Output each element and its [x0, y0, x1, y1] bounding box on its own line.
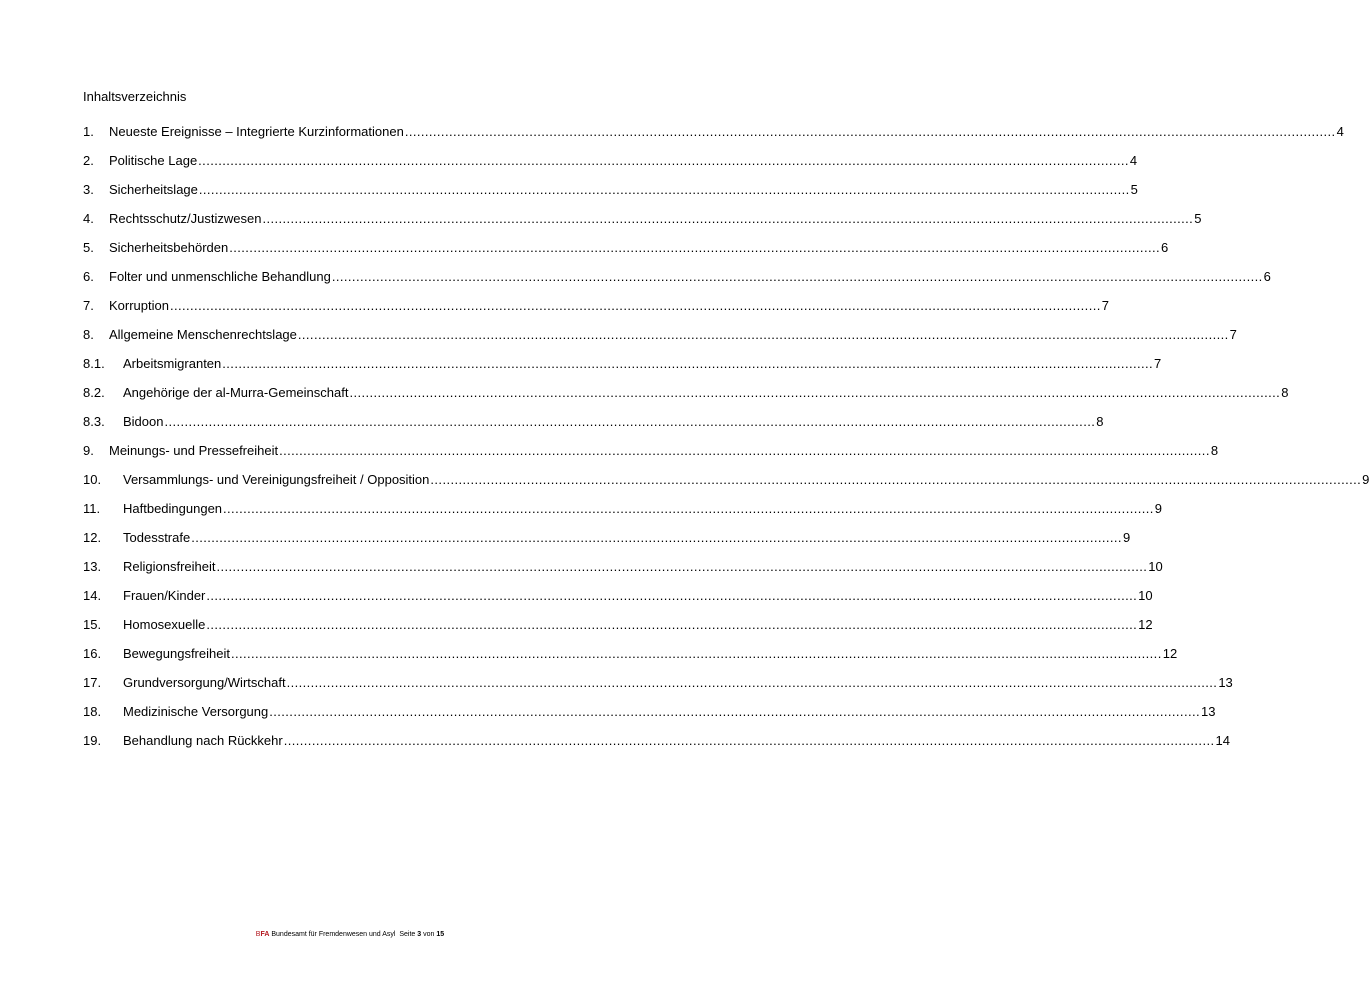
toc-entry-number: 5.: [83, 240, 94, 255]
toc-entry-number: 8.1.: [83, 356, 105, 371]
toc-entry-text: Homosexuelle: [123, 617, 206, 632]
toc-dot-leader: [262, 211, 1193, 226]
toc-entry-number: 8.3.: [83, 414, 105, 429]
toc-entry[interactable]: [83, 501, 1163, 530]
toc-dot-leader: [284, 733, 1215, 748]
toc-entry-page: 5: [1130, 182, 1138, 197]
toc-entry-page: 12: [1162, 646, 1178, 661]
toc-entry-text: Sicherheitsbehörden: [109, 240, 229, 255]
table-of-contents: [83, 124, 1369, 762]
toc-entry-page: 7: [1229, 327, 1237, 342]
toc-entry-number: 3.: [83, 182, 94, 197]
toc-dot-leader: [170, 298, 1101, 313]
toc-dot-leader: [430, 472, 1361, 487]
toc-entry-page: 9: [1122, 530, 1131, 545]
footer-page-label: Seite: [399, 931, 416, 938]
toc-entry-number: 16.: [83, 646, 102, 661]
toc-entry-number: 15.: [83, 617, 102, 632]
toc-entry-text: Bewegungsfreiheit: [123, 646, 230, 661]
toc-dot-leader: [231, 646, 1162, 661]
toc-entry[interactable]: [83, 530, 1131, 559]
toc-entry-number: 14.: [83, 588, 102, 603]
toc-entry-page: 6: [1161, 240, 1169, 255]
toc-entry-number: 8.: [83, 327, 94, 342]
toc-entry-text: Meinungs- und Pressefreiheit: [109, 443, 279, 458]
toc-entry-page: 8: [1210, 443, 1219, 458]
toc-entry-text: Todesstrafe: [123, 530, 191, 545]
toc-entry[interactable]: [83, 472, 1369, 501]
toc-entry[interactable]: [83, 675, 1233, 704]
toc-dot-leader: [223, 501, 1154, 516]
toc-title: Inhaltsverzeichnis: [83, 89, 187, 104]
toc-entry-text: Politische Lage: [109, 153, 198, 168]
toc-entry-text: Haftbedingungen: [123, 501, 223, 516]
toc-entry-text: Grundversorgung/Wirtschaft: [123, 675, 286, 690]
toc-entry-number: 7.: [83, 298, 94, 313]
toc-entry[interactable]: [83, 385, 1289, 414]
footer-brand-fa: FA: [260, 931, 270, 938]
toc-entry-text: Sicherheitslage: [109, 182, 198, 197]
toc-entry-text: Allgemeine Menschenrechtslage: [109, 327, 297, 342]
toc-entry-text: Medizinische Versorgung: [123, 704, 269, 719]
toc-dot-leader: [405, 124, 1336, 139]
toc-entry-number: 12.: [83, 530, 102, 545]
toc-entry-page: 9: [1154, 501, 1163, 516]
toc-dot-leader: [269, 704, 1200, 719]
toc-entry-text: Arbeitsmigranten: [123, 356, 222, 371]
toc-dot-leader: [198, 153, 1129, 168]
toc-entry-text: Korruption: [109, 298, 169, 313]
toc-entry-page: 13: [1201, 704, 1216, 719]
toc-entry[interactable]: [83, 414, 1104, 443]
toc-dot-leader: [222, 356, 1153, 371]
footer-page-total: 15: [436, 931, 445, 938]
toc-dot-leader: [206, 617, 1137, 632]
footer-page-current: 3: [417, 931, 422, 938]
toc-entry-page: 8: [1281, 385, 1289, 400]
toc-entry-number: 19.: [83, 733, 102, 748]
toc-dot-leader: [229, 240, 1160, 255]
toc-entry-page: 7: [1101, 298, 1109, 313]
toc-dot-leader: [349, 385, 1280, 400]
toc-entry-number: 1.: [83, 124, 94, 139]
toc-dot-leader: [199, 182, 1130, 197]
toc-entry-page: 14: [1215, 733, 1230, 748]
toc-dot-leader: [298, 327, 1229, 342]
toc-entry[interactable]: [83, 153, 1138, 182]
toc-entry-text: Angehörige der al-Murra-Gemeinschaft: [123, 385, 349, 400]
toc-entry-text: Bidoon: [123, 414, 164, 429]
toc-entry-number: 8.2.: [83, 385, 105, 400]
toc-entry[interactable]: [83, 298, 1109, 327]
toc-entry-text: Religionsfreiheit: [123, 559, 216, 574]
toc-entry[interactable]: [83, 704, 1216, 733]
toc-entry[interactable]: [83, 327, 1237, 356]
toc-entry-page: 4: [1336, 124, 1344, 139]
page-footer: [0, 931, 700, 938]
toc-entry-text: Neueste Ereignisse – Integrierte Kurzinformationen: [109, 124, 404, 139]
toc-entry-number: 4.: [83, 211, 94, 226]
toc-entry-page: 10: [1138, 588, 1153, 603]
toc-entry-page: 9: [1362, 472, 1369, 487]
toc-entry[interactable]: [83, 269, 1271, 298]
footer-brand-b: B: [255, 931, 261, 938]
toc-entry-page: 12: [1138, 617, 1153, 632]
toc-entry[interactable]: [83, 211, 1202, 240]
toc-entry[interactable]: [83, 356, 1162, 385]
toc-entry-number: 18.: [83, 704, 102, 719]
toc-entry-page: 10: [1148, 559, 1163, 574]
toc-entry-number: 9.: [83, 443, 94, 458]
toc-entry[interactable]: [83, 443, 1219, 472]
toc-entry-page: 13: [1218, 675, 1233, 690]
toc-entry-text: Behandlung nach Rückkehr: [123, 733, 283, 748]
footer-page-sep: von: [423, 931, 435, 938]
toc-entry-page: 8: [1096, 414, 1104, 429]
toc-dot-leader: [206, 588, 1137, 603]
toc-entry[interactable]: [83, 240, 1169, 269]
toc-dot-leader: [191, 530, 1122, 545]
toc-entry-page: 6: [1263, 269, 1271, 284]
toc-entry-text: Versammlungs- und Vereinigungsfreiheit / Opposition: [123, 472, 430, 487]
toc-entry-number: 2.: [83, 153, 94, 168]
toc-entry-number: 6.: [83, 269, 94, 284]
toc-entry[interactable]: [83, 588, 1153, 617]
toc-dot-leader: [217, 559, 1148, 574]
toc-entry-text: Rechtsschutz/Justizwesen: [109, 211, 262, 226]
footer-org: Bundesamt für Fremdenwesen und Asyl: [271, 931, 396, 938]
toc-entry-page: 7: [1154, 356, 1162, 371]
toc-dot-leader: [279, 443, 1210, 458]
toc-entry-number: 13.: [83, 559, 102, 574]
toc-dot-leader: [287, 675, 1218, 690]
toc-entry[interactable]: [83, 617, 1153, 646]
toc-entry-text: Frauen/Kinder: [123, 588, 206, 603]
toc-entry[interactable]: [83, 559, 1163, 588]
toc-entry[interactable]: [83, 646, 1178, 675]
toc-entry-number: 11.: [83, 501, 101, 516]
toc-entry-text: Folter und unmenschliche Behandlung: [109, 269, 331, 284]
toc-entry[interactable]: [83, 182, 1138, 211]
toc-dot-leader: [164, 414, 1095, 429]
toc-dot-leader: [332, 269, 1263, 284]
toc-entry-number: 17.: [83, 675, 102, 690]
toc-entry-number: 10.: [83, 472, 102, 487]
toc-entry[interactable]: [83, 124, 1344, 153]
toc-entry-page: 5: [1194, 211, 1202, 226]
toc-entry[interactable]: [83, 733, 1230, 762]
toc-entry-page: 4: [1129, 153, 1138, 168]
